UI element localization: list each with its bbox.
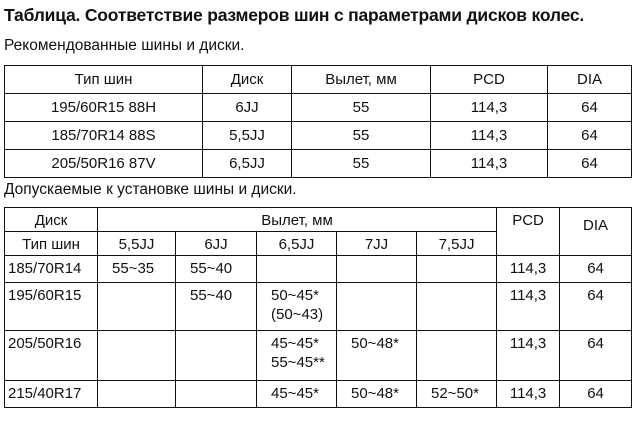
column-header-disk: Диск [203, 66, 292, 94]
offset-value: 45~45* [271, 385, 319, 402]
table-cell: 64 [548, 150, 632, 178]
offset-value: 55~45** [271, 354, 325, 371]
offset-cell [176, 331, 257, 381]
rim-width-header: 6,5JJ [257, 232, 337, 256]
offset-cell [176, 381, 257, 408]
offset-cell [417, 283, 497, 331]
table-row [5, 94, 632, 122]
offset-cell [98, 331, 176, 381]
offset-value: 55~35 [112, 260, 155, 277]
table-cell: 55 [292, 94, 431, 122]
column-header-tire: Тип шин [5, 232, 98, 256]
column-header-disk: Диск [5, 208, 98, 232]
allowed-heading: Допускаемые к установке шины и диски. [4, 181, 297, 198]
table-cell: 195/60R15 88H [5, 94, 203, 122]
rim-width-header: 6JJ [176, 232, 257, 256]
rim-width-header: 5,5JJ [98, 232, 176, 256]
offset-value: (50~43) [271, 306, 324, 323]
offset-value: 52~50* [431, 385, 479, 402]
offset-cell [257, 381, 337, 408]
page-title: Таблица. Соответствие размеров шин с параметрами дисков колес. [4, 5, 585, 25]
allowed-table [4, 207, 632, 408]
table-cell: 205/50R16 87V [5, 150, 203, 178]
table-row [5, 381, 632, 408]
table-cell: 64 [548, 94, 632, 122]
table-cell: 64 [548, 122, 632, 150]
table-cell: 114,3 [431, 122, 548, 150]
table-cell: 6,5JJ [203, 150, 292, 178]
recommended-table [4, 65, 632, 178]
column-header-offset: Вылет, мм [98, 208, 497, 232]
table-header-row [5, 66, 632, 94]
allowed-table-body [5, 256, 632, 408]
rim-width-header: 7JJ [337, 232, 417, 256]
offset-cell [176, 256, 257, 283]
dia-cell: 64 [560, 381, 632, 408]
table-cell: 6JJ [203, 94, 292, 122]
column-header-tire: Тип шин [5, 66, 203, 94]
dia-cell: 64 [560, 256, 632, 283]
tire-type-cell: 195/60R15 [5, 283, 98, 331]
offset-value: 50~48* [351, 335, 399, 352]
offset-value: 50~45* [271, 287, 319, 304]
offset-cell [257, 256, 337, 283]
offset-cell [176, 283, 257, 331]
offset-value: 45~45* [271, 335, 319, 352]
offset-cell [337, 381, 417, 408]
table-cell: 114,3 [431, 150, 548, 178]
table-row [5, 256, 632, 283]
table-cell: 55 [292, 150, 431, 178]
offset-cell [417, 381, 497, 408]
table-row [5, 331, 632, 381]
table-cell: 185/70R14 88S [5, 122, 203, 150]
offset-cell [98, 283, 176, 331]
offset-cell [337, 283, 417, 331]
column-header-pcd: PCD [431, 66, 548, 94]
tire-type-cell: 185/70R14 [5, 256, 98, 283]
dia-cell: 64 [560, 283, 632, 331]
table-row [5, 283, 632, 331]
offset-value: 55~40 [190, 260, 233, 277]
column-header-dia: DIA [548, 66, 632, 94]
recommended-heading: Рекомендованные шины и диски. [4, 37, 245, 54]
tire-type-cell: 215/40R17 [5, 381, 98, 408]
offset-cell [337, 331, 417, 381]
offset-cell [337, 256, 417, 283]
offset-cell [98, 381, 176, 408]
offset-value: 50~48* [351, 385, 399, 402]
table-header-row [5, 208, 632, 232]
table-cell: 114,3 [431, 94, 548, 122]
offset-cell [417, 256, 497, 283]
offset-cell [257, 283, 337, 331]
offset-cell [98, 256, 176, 283]
pcd-cell: 114,3 [497, 256, 560, 283]
pcd-cell: 114,3 [497, 283, 560, 331]
pcd-cell: 114,3 [497, 381, 560, 408]
tire-type-cell: 205/50R16 [5, 331, 98, 381]
column-header-dia: DIA [560, 208, 632, 256]
column-header-offset: Вылет, мм [292, 66, 431, 94]
offset-cell [417, 331, 497, 381]
table-cell: 5,5JJ [203, 122, 292, 150]
table-cell: 55 [292, 122, 431, 150]
offset-cell [257, 331, 337, 381]
offset-value: 55~40 [190, 287, 233, 304]
column-header-pcd: PCD [497, 208, 560, 256]
table-row [5, 150, 632, 178]
rim-width-header: 7,5JJ [417, 232, 497, 256]
dia-cell: 64 [560, 331, 632, 381]
pcd-cell: 114,3 [497, 331, 560, 381]
table-row [5, 122, 632, 150]
